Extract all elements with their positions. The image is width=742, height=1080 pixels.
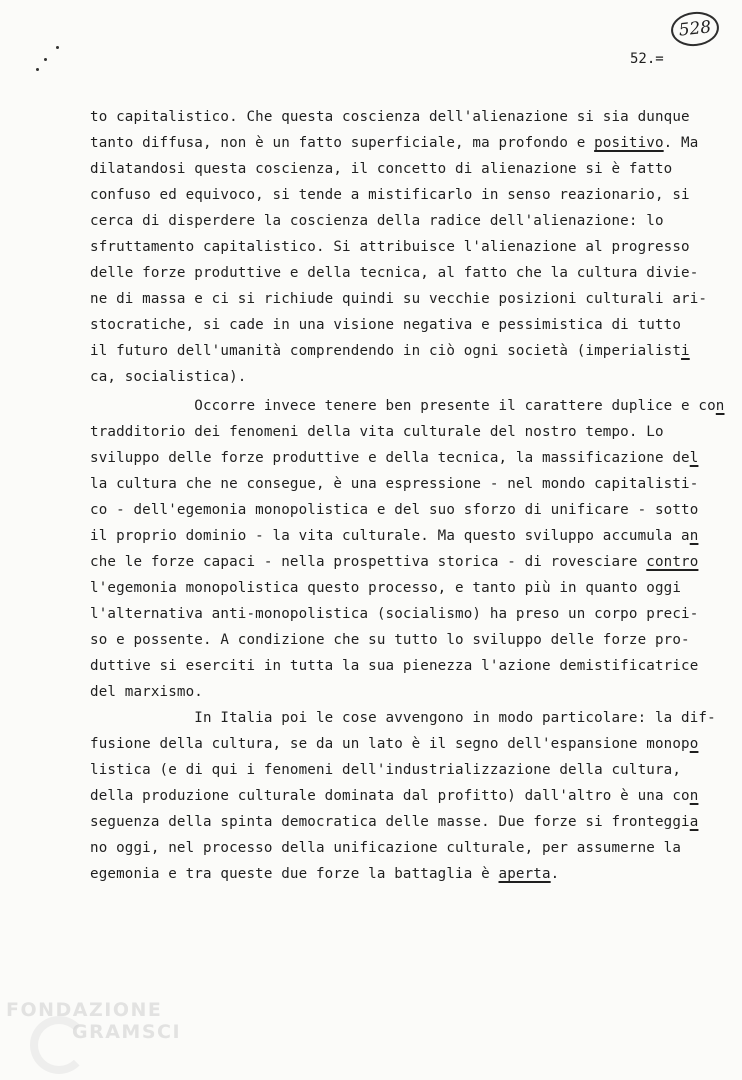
text-segment: la cultura che ne consegue, è una espressione - nel mondo capitalisti- xyxy=(90,476,699,492)
text-line xyxy=(90,783,698,809)
text-segment: sviluppo delle forze produttive e della tecnica, la massificazione de xyxy=(90,450,690,466)
text-segment: In Italia poi le cose avvengono in modo particolare: la dif- xyxy=(90,710,716,726)
text-segment: l'egemonia monopolistica questo processo, e tanto più in quanto oggi xyxy=(90,580,682,596)
text-line xyxy=(90,757,681,783)
text-segment: . Ma xyxy=(663,135,699,151)
text-segment: egemonia e tra queste due forze la battaglia è xyxy=(90,866,499,882)
text-segment: tanto diffusa, non è un fatto superficiale, ma profondo e xyxy=(90,135,595,151)
text-line xyxy=(90,679,203,705)
watermark-line-2: GRAMSCI xyxy=(72,1021,182,1043)
text-segment: co - dell'egemonia monopolistica e del suo sforzo di unificare - sotto xyxy=(90,502,699,518)
text-segment: to capitalistico. Che questa coscienza dell'alienazione si sia dunque xyxy=(90,109,690,125)
text-segment: del marxismo. xyxy=(90,684,203,700)
text-line xyxy=(90,104,690,130)
text-line xyxy=(90,130,698,156)
text-line xyxy=(90,419,664,445)
text-line xyxy=(90,549,698,575)
text-line xyxy=(90,260,698,286)
text-segment: . xyxy=(550,866,560,882)
underlined-text-segment: aperta xyxy=(498,866,551,882)
margin-mark-dot xyxy=(44,58,47,61)
text-line xyxy=(90,338,690,364)
text-segment: fusione della cultura, se da un lato è il segno dell'espansione monop xyxy=(90,736,690,752)
text-line xyxy=(90,627,690,653)
text-segment: della produzione culturale dominata dal profitto) dall'altro è una co xyxy=(90,788,690,804)
text-line xyxy=(90,286,707,312)
text-segment: ca, socialistica). xyxy=(90,369,247,385)
text-line xyxy=(90,234,690,260)
text-line xyxy=(90,208,664,234)
text-line xyxy=(90,861,559,887)
text-line xyxy=(90,705,716,731)
text-line xyxy=(90,835,681,861)
text-segment: no oggi, nel processo della unificazione culturale, per assumerne la xyxy=(90,840,682,856)
text-line xyxy=(90,471,698,497)
text-segment: l'alternativa anti-monopolistica (socialismo) ha preso un corpo preci- xyxy=(90,606,699,622)
text-segment: sfruttamento capitalistico. Si attribuisce l'alienazione al progresso xyxy=(90,239,690,255)
text-segment: confuso ed equivoco, si tende a mistificarlo in senso reazionario, si xyxy=(90,187,690,203)
archive-number-stamp: 528 xyxy=(669,10,720,49)
text-line xyxy=(90,575,681,601)
underlined-text-segment: contro xyxy=(646,554,699,570)
text-segment: ne di massa e ci si richiude quindi su vecchie posizioni culturali ari- xyxy=(90,291,708,307)
underlined-text-segment: n xyxy=(689,528,699,544)
text-segment: il futuro dell'umanità comprendendo in ciò ogni società (imperialist xyxy=(90,343,682,359)
text-line xyxy=(90,393,725,419)
text-line xyxy=(90,182,690,208)
text-segment: tradditorio dei fenomeni della vita culturale del nostro tempo. Lo xyxy=(90,424,664,440)
margin-mark-dot xyxy=(36,68,39,71)
text-segment: delle forze produttive e della tecnica, al fatto che la cultura divie- xyxy=(90,265,699,281)
underlined-text-segment: i xyxy=(681,343,690,359)
text-segment: dilatandosi questa coscienza, il concetto di alienazione si è fatto xyxy=(90,161,673,177)
text-line xyxy=(90,809,698,835)
text-segment: duttive si eserciti in tutta la sua pienezza l'azione demistificatrice xyxy=(90,658,699,674)
text-segment: il proprio dominio - la vita culturale. Ma questo sviluppo accumula a xyxy=(90,528,690,544)
underlined-text-segment: o xyxy=(689,736,699,752)
text-segment: seguenza della spinta democratica delle masse. Due forze si fronteggi xyxy=(90,814,690,830)
text-segment: listica (e di qui i fenomeni dell'industrializzazione della cultura, xyxy=(90,762,682,778)
text-line xyxy=(90,601,698,627)
text-line xyxy=(90,731,698,757)
text-segment: Occorre invece tenere ben presente il carattere duplice e co xyxy=(90,398,716,414)
text-line xyxy=(90,653,698,679)
underlined-text-segment: a xyxy=(689,814,699,830)
text-line xyxy=(90,523,698,549)
text-line xyxy=(90,445,698,471)
text-line xyxy=(90,497,698,523)
underlined-text-segment: l xyxy=(689,450,699,466)
page-number: 52.= xyxy=(630,51,664,67)
underlined-text-segment: n xyxy=(689,788,699,804)
text-segment: so e possente. A condizione che su tutto lo sviluppo delle forze pro- xyxy=(90,632,690,648)
underlined-text-segment: n xyxy=(715,398,725,414)
margin-mark-dot xyxy=(56,46,59,49)
underlined-text-segment: positivo xyxy=(594,135,664,151)
text-line xyxy=(90,312,681,338)
text-line xyxy=(90,364,246,390)
text-segment: cerca di disperdere la coscienza della radice dell'alienazione: lo xyxy=(90,213,664,229)
watermark xyxy=(6,999,181,1043)
watermark-line-1: FONDAZIONE xyxy=(6,999,163,1021)
text-segment: stocratiche, si cade in una visione negativa e pessimistica di tutto xyxy=(90,317,682,333)
text-line xyxy=(90,156,672,182)
text-segment: che le forze capaci - nella prospettiva storica - di rovesciare xyxy=(90,554,647,570)
